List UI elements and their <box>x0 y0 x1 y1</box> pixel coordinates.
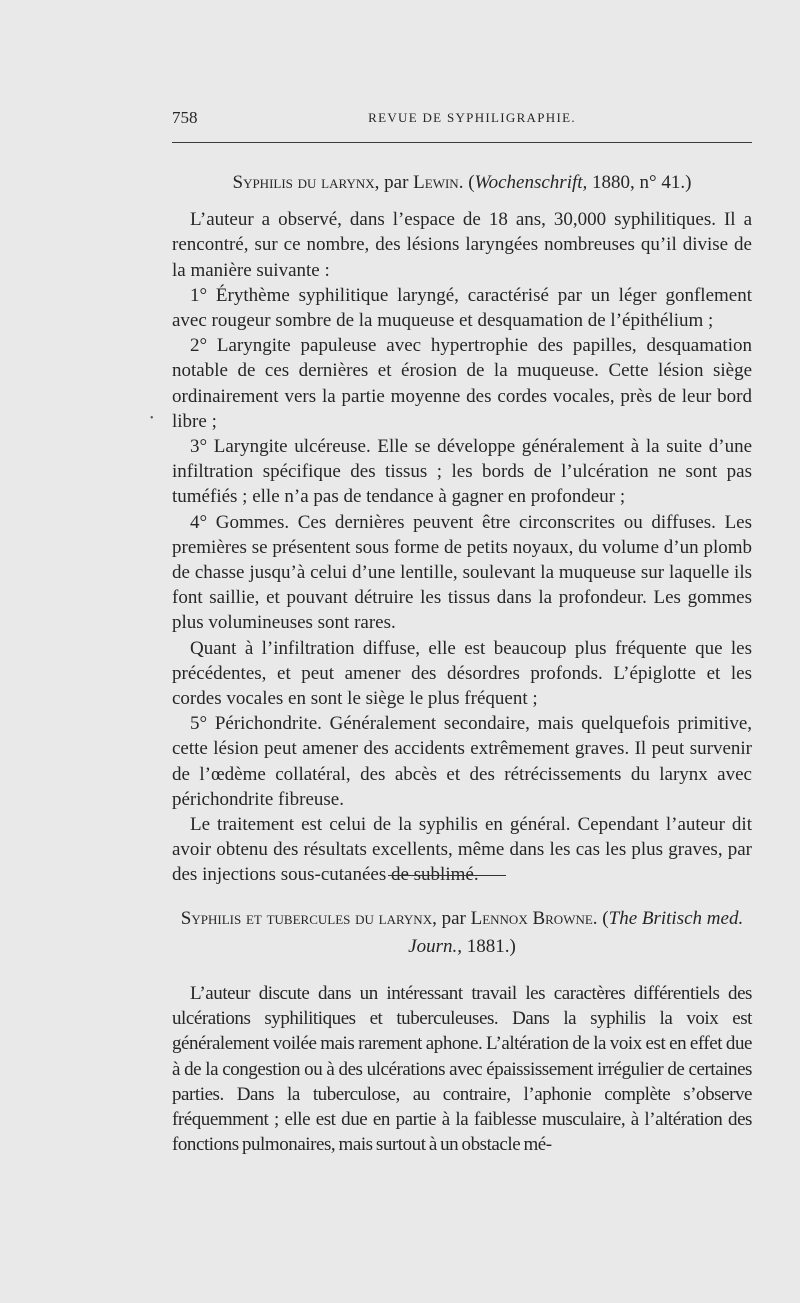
running-title: REVUE DE SYPHILIGRAPHIE. <box>368 110 576 125</box>
article-syphilis-du-larynx <box>172 170 752 888</box>
article-title-author: Lennox Browne. <box>470 908 598 929</box>
article-title-par: par <box>379 172 414 193</box>
article-title-subject: Syphilis et tubercules du larynx, <box>180 908 437 929</box>
article-title-author: Lewin. <box>413 172 464 193</box>
paragraph: 2° Laryngite papuleuse avec hypertrophie des papilles, desquamation notable de ces dernières et érosion de la muqueuse. Cette lésion siège ordinairement vers la partie moyenne des cordes vocales, près de leur bord libre ; <box>172 335 752 432</box>
paragraph: L’auteur discute dans un intéressant travail les caractères différentiels des ulcérations syphilitiques et tuberculeuses. Dans la syphilis la voix est généralement voilée mais rarement aphone. L’altération de la voix est en effet due à de la congestion ou à des ulcérations avec épaississement irrégulier de certaines parties. Dans la tuberculose, au contraire, l’aphonie complète s’observe fréquemment ; elle est due en partie à la faiblesse musculaire, à l’altération des fonctions pulmonaires, mais surtout à un obstacle mé- <box>172 983 752 1156</box>
page-number: 758 <box>172 108 198 127</box>
paragraph: 3° Laryngite ulcéreuse. Elle se développe généralement à la suite d’une infiltration spécifique des tissus ; les bords de l’ulcération ne sont pas tuméfiés ; elle n’a pas de tendance à gagner en profondeur ; <box>172 436 752 508</box>
article-title-subject: Syphilis du larynx, <box>232 172 380 193</box>
article-syphilis-et-tubercules <box>172 905 752 1157</box>
article-title-source-open: ( <box>597 908 609 929</box>
paragraph: 1° Érythème syphilitique laryngé, caractérisé par un léger gonflement avec rougeur sombre de la muqueuse et desquamation de l’épithélium ; <box>172 284 752 332</box>
article-title-journal: The Britisch med. Journ., <box>408 908 744 957</box>
stray-ink-mark: • <box>150 413 154 424</box>
article-title-journal: Wochenschrift, <box>474 172 588 193</box>
article-title-par: par <box>436 908 471 929</box>
article-title-source-rest: 1880, n° 41.) <box>587 172 692 193</box>
paragraph: Le traitement est celui de la syphilis en général. Cependant l’auteur dit avoir obtenu des résultats excellents, même dans les cas les plus graves, par des injections sous-cutanées de sublimé. <box>172 814 752 886</box>
paragraph: 4° Gommes. Ces dernières peuvent être circonscrites ou diffuses. Les premières se présentent sous forme de petits noyaux, du volume d’un plomb de chasse jusqu’à celui d’une lentille, soulevant la muqueuse sur laquelle ils font saillie, et pouvant détruire les tissus dans la profondeur. Les gommes plus volumineuses sont rares. <box>172 511 752 634</box>
paragraph: L’auteur a observé, dans l’espace de 18 ans, 30,000 syphilitiques. Il a rencontré, sur ce nombre, des lésions laryngées nombreuses qu’il divise de la manière suivante : <box>172 209 752 281</box>
article-title-source-open: ( <box>463 172 475 193</box>
section-separator <box>388 875 506 876</box>
paragraph: Quant à l’infiltration diffuse, elle est beaucoup plus fréquente que les précédentes, et peut amener des désordres profonds. L’épiglotte et les cordes vocales en sont le siège le plus fréquent ; <box>172 637 752 710</box>
article-title <box>172 905 752 961</box>
header-rule <box>172 142 752 143</box>
article-title <box>172 170 752 195</box>
paragraph: 5° Périchondrite. Généralement secondaire, mais quelquefois primitive, cette lésion peut amener des accidents extrêmement graves. Il peut survenir de l’œdème collatéral, des abcès et des rétrécissements du larynx avec périchondrite fibreuse. <box>172 713 752 810</box>
running-head <box>172 108 752 130</box>
article-title-source-rest: 1881.) <box>462 936 516 957</box>
